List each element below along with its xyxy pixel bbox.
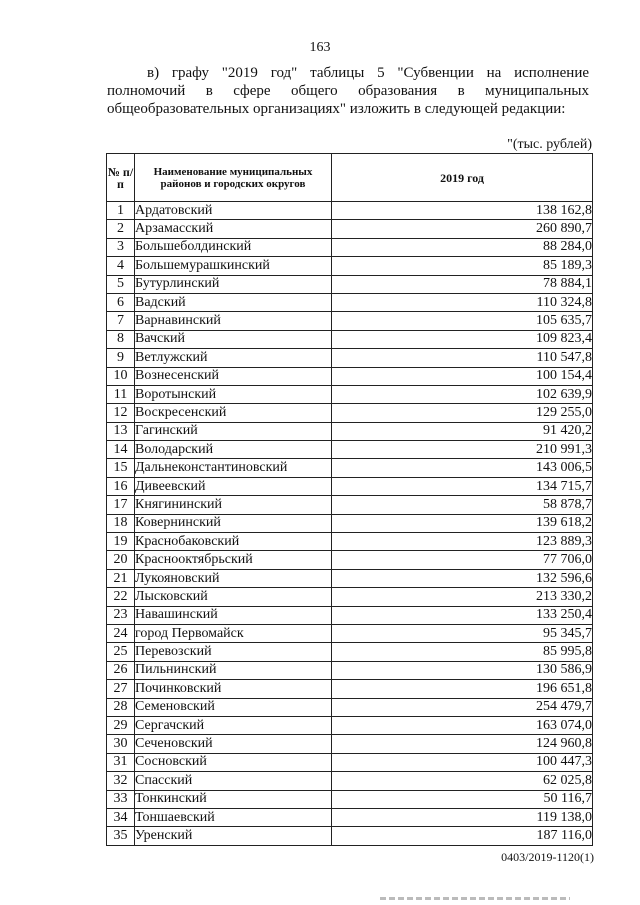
table-row — [107, 624, 593, 642]
row-name: Вознесенский — [135, 367, 332, 385]
row-name: Сеченовский — [135, 735, 332, 753]
row-value: 210 991,3 — [332, 441, 593, 459]
row-value: 100 154,4 — [332, 367, 593, 385]
row-number: 33 — [107, 790, 135, 808]
row-name: Воротынский — [135, 385, 332, 403]
row-value: 102 639,9 — [332, 385, 593, 403]
table-row — [107, 441, 593, 459]
row-name: Краснобаковский — [135, 533, 332, 551]
row-number: 28 — [107, 698, 135, 716]
row-value: 123 889,3 — [332, 533, 593, 551]
subventions-table — [106, 153, 593, 846]
row-number: 15 — [107, 459, 135, 477]
table-row — [107, 753, 593, 771]
row-value: 143 006,5 — [332, 459, 593, 477]
row-name: Лысковский — [135, 588, 332, 606]
row-name: Семеновский — [135, 698, 332, 716]
row-number: 3 — [107, 238, 135, 256]
intro-line-1: в) графу "2019 год" таблицы 5 "Субвенции на исполнение — [147, 65, 589, 81]
row-value: 187 116,0 — [332, 827, 593, 845]
row-value: 260 890,7 — [332, 220, 593, 238]
row-number: 7 — [107, 312, 135, 330]
row-number: 4 — [107, 257, 135, 275]
row-value: 50 116,7 — [332, 790, 593, 808]
table-row — [107, 238, 593, 256]
row-name: Арзамасский — [135, 220, 332, 238]
table-row — [107, 716, 593, 734]
row-value: 133 250,4 — [332, 606, 593, 624]
row-name: Спасский — [135, 772, 332, 790]
row-value: 132 596,6 — [332, 569, 593, 587]
row-number: 35 — [107, 827, 135, 845]
table-row — [107, 293, 593, 311]
row-value: 100 447,3 — [332, 753, 593, 771]
table-row — [107, 790, 593, 808]
table-row — [107, 349, 593, 367]
table-row — [107, 459, 593, 477]
row-name: Краснооктябрьский — [135, 551, 332, 569]
row-number: 12 — [107, 404, 135, 422]
row-value: 139 618,2 — [332, 514, 593, 532]
row-number: 34 — [107, 808, 135, 826]
row-number: 8 — [107, 330, 135, 348]
row-value: 85 189,3 — [332, 257, 593, 275]
row-value: 88 284,0 — [332, 238, 593, 256]
table-header-row — [107, 154, 593, 202]
table-row — [107, 551, 593, 569]
intro-paragraph — [107, 64, 589, 118]
row-number: 14 — [107, 441, 135, 459]
row-name: город Первомайск — [135, 624, 332, 642]
row-name: Лукояновский — [135, 569, 332, 587]
row-name: Уренский — [135, 827, 332, 845]
intro-line-3: общеобразовательных организациях" изложить в следующей редакции: — [107, 101, 566, 117]
row-name: Дивеевский — [135, 477, 332, 495]
intro-line-2: полномочий в сфере общего образования в муниципальных — [107, 83, 589, 99]
row-value: 129 255,0 — [332, 404, 593, 422]
row-name: Вадский — [135, 293, 332, 311]
row-number: 22 — [107, 588, 135, 606]
row-value: 130 586,9 — [332, 661, 593, 679]
row-name: Пильнинский — [135, 661, 332, 679]
row-name: Ветлужский — [135, 349, 332, 367]
row-number: 17 — [107, 496, 135, 514]
table-row — [107, 680, 593, 698]
scan-artifact — [380, 897, 570, 900]
table-row — [107, 827, 593, 845]
row-number: 16 — [107, 477, 135, 495]
row-number: 32 — [107, 772, 135, 790]
table-row — [107, 477, 593, 495]
table-body — [107, 202, 593, 846]
row-value: 78 884,1 — [332, 275, 593, 293]
table-row — [107, 772, 593, 790]
row-number: 13 — [107, 422, 135, 440]
table-row — [107, 202, 593, 220]
row-number: 29 — [107, 716, 135, 734]
table-row — [107, 588, 593, 606]
row-value: 110 324,8 — [332, 293, 593, 311]
row-number: 27 — [107, 680, 135, 698]
row-value: 85 995,8 — [332, 643, 593, 661]
row-number: 25 — [107, 643, 135, 661]
row-value: 124 960,8 — [332, 735, 593, 753]
row-name: Володарский — [135, 441, 332, 459]
row-value: 254 479,7 — [332, 698, 593, 716]
row-name: Большеболдинский — [135, 238, 332, 256]
row-value: 77 706,0 — [332, 551, 593, 569]
table-row — [107, 275, 593, 293]
row-number: 20 — [107, 551, 135, 569]
row-number: 9 — [107, 349, 135, 367]
row-number: 10 — [107, 367, 135, 385]
row-name: Сергачский — [135, 716, 332, 734]
row-name: Гагинский — [135, 422, 332, 440]
row-name: Ковернинский — [135, 514, 332, 532]
row-number: 1 — [107, 202, 135, 220]
table-row — [107, 533, 593, 551]
row-number: 11 — [107, 385, 135, 403]
table-row — [107, 735, 593, 753]
row-number: 31 — [107, 753, 135, 771]
row-value: 163 074,0 — [332, 716, 593, 734]
table-row — [107, 367, 593, 385]
row-value: 138 162,8 — [332, 202, 593, 220]
page-number: 163 — [309, 40, 331, 55]
table-row — [107, 422, 593, 440]
row-number: 5 — [107, 275, 135, 293]
table-row — [107, 661, 593, 679]
document-code: 0403/2019-1120(1) — [501, 850, 594, 864]
table-row — [107, 606, 593, 624]
row-value: 110 547,8 — [332, 349, 593, 367]
row-value: 119 138,0 — [332, 808, 593, 826]
row-name: Тоншаевский — [135, 808, 332, 826]
table-row — [107, 643, 593, 661]
table-row — [107, 312, 593, 330]
header-year: 2019 год — [332, 154, 593, 202]
row-name: Большемурашкинский — [135, 257, 332, 275]
row-value: 213 330,2 — [332, 588, 593, 606]
row-value: 58 878,7 — [332, 496, 593, 514]
row-number: 24 — [107, 624, 135, 642]
row-number: 6 — [107, 293, 135, 311]
row-name: Бутурлинский — [135, 275, 332, 293]
row-name: Тонкинский — [135, 790, 332, 808]
row-name: Княгининский — [135, 496, 332, 514]
table-row — [107, 698, 593, 716]
row-name: Воскресенский — [135, 404, 332, 422]
row-value: 134 715,7 — [332, 477, 593, 495]
row-value: 196 651,8 — [332, 680, 593, 698]
table-row — [107, 569, 593, 587]
table-row — [107, 257, 593, 275]
row-name: Варнавинский — [135, 312, 332, 330]
row-value: 95 345,7 — [332, 624, 593, 642]
row-number: 2 — [107, 220, 135, 238]
row-name: Перевозский — [135, 643, 332, 661]
unit-note: "(тыс. рублей) — [507, 137, 592, 152]
row-number: 23 — [107, 606, 135, 624]
row-value: 105 635,7 — [332, 312, 593, 330]
row-number: 18 — [107, 514, 135, 532]
row-value: 91 420,2 — [332, 422, 593, 440]
row-number: 30 — [107, 735, 135, 753]
table-row — [107, 808, 593, 826]
row-value: 109 823,4 — [332, 330, 593, 348]
table-row — [107, 514, 593, 532]
row-name: Вачский — [135, 330, 332, 348]
row-number: 19 — [107, 533, 135, 551]
header-name: Наименование муниципальных районов и городских округов — [135, 154, 332, 202]
table-row — [107, 404, 593, 422]
table-row — [107, 496, 593, 514]
row-number: 26 — [107, 661, 135, 679]
row-name: Ардатовский — [135, 202, 332, 220]
row-value: 62 025,8 — [332, 772, 593, 790]
row-name: Дальнеконстантиновский — [135, 459, 332, 477]
row-name: Навашинский — [135, 606, 332, 624]
row-number: 21 — [107, 569, 135, 587]
header-num: № п/п — [107, 154, 135, 202]
table-row — [107, 220, 593, 238]
table-row — [107, 385, 593, 403]
row-name: Сосновский — [135, 753, 332, 771]
table-row — [107, 330, 593, 348]
row-name: Починковский — [135, 680, 332, 698]
